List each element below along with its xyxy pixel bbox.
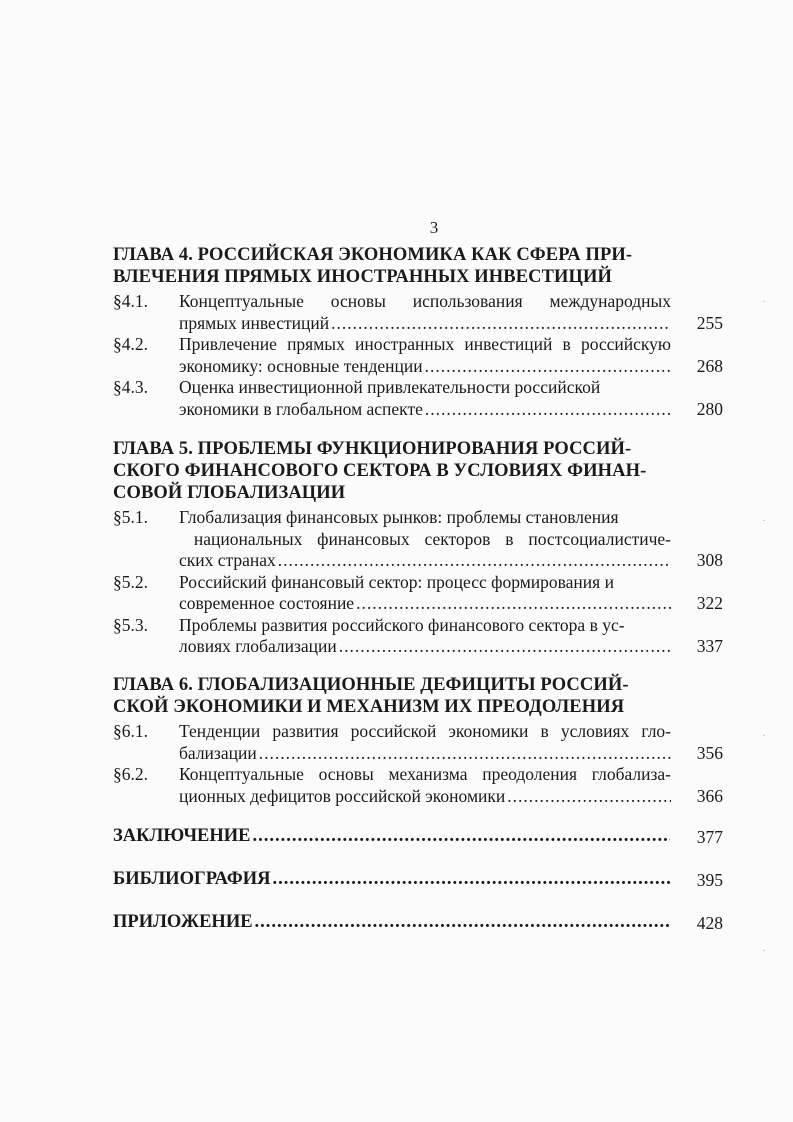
section-number: §6.1.: [113, 721, 148, 741]
section-title-line: экономику: основные тенденции: [179, 355, 423, 376]
section-number: §5.2.: [113, 571, 148, 592]
chapter-heading-line: ГЛАВА 5. ПРОБЛЕМЫ ФУНКЦИОНИРОВАНИЯ РОССИЙ-: [113, 439, 632, 459]
page-number: 3: [429, 218, 439, 237]
section-entry[interactable]: [113, 764, 723, 807]
back-matter-title: ЗАКЛЮЧЕНИЕ: [113, 826, 251, 846]
dot-leader: [259, 743, 671, 763]
section-title-line: бализации: [179, 742, 257, 763]
section-entry[interactable]: [113, 572, 723, 615]
section-title-line: Концептуальные основы механизма преодоления глобализа-: [179, 764, 671, 784]
scan-speck: ·: [762, 730, 766, 742]
chapter-heading-line: ВЛЕЧЕНИЯ ПРЯМЫХ ИНОСТРАННЫХ ИНВЕСТИЦИЙ: [113, 267, 613, 287]
section-entry[interactable]: [113, 615, 723, 658]
dot-leader: [356, 593, 671, 613]
back-matter-title: ПРИЛОЖЕНИЕ: [113, 912, 253, 932]
chapter-heading: [113, 674, 670, 718]
section-entry[interactable]: [113, 507, 723, 572]
section-page: 366: [696, 785, 723, 806]
section-entry[interactable]: [113, 291, 723, 334]
section-number: §5.1.: [113, 507, 148, 527]
section-entry[interactable]: [113, 334, 723, 377]
section-number: §5.3.: [113, 614, 148, 635]
section-number: §4.3.: [113, 377, 148, 397]
section-entry[interactable]: [113, 377, 723, 420]
chapter-heading: [113, 244, 670, 288]
section-title-line: экономики в глобальном аспекте: [179, 398, 423, 419]
scan-speck: ·: [762, 515, 766, 527]
section-page: 337: [696, 636, 723, 656]
chapter-heading-line: СОВОЙ ГЛОБАЛИЗАЦИИ: [113, 483, 346, 503]
section-title-line: Проблемы развития российского финансового сектора в ус-: [179, 614, 625, 635]
back-matter-page: 428: [696, 913, 723, 933]
section-title-line: современное состояние: [179, 593, 355, 613]
chapter-4: [113, 244, 723, 420]
section-title-line: ловиях глобализации: [179, 636, 337, 656]
dot-leader: [507, 786, 671, 806]
section-number: §4.2.: [113, 334, 148, 354]
chapter-6: [113, 674, 723, 807]
dot-leader: [255, 912, 670, 933]
section-title-line: ционных дефицитов российской экономики: [179, 785, 506, 806]
chapter-heading: [113, 438, 670, 504]
chapter-heading-line: СКОГО ФИНАНСОВОГО СЕКТОРА В УСЛОВИЯХ ФИНАН-: [113, 461, 647, 481]
section-title-line: Глобализация финансовых рынков: проблемы становления: [179, 507, 619, 527]
section-page: 268: [696, 355, 723, 376]
section-title-line: прямых инвестиций: [179, 312, 330, 333]
back-matter-entry[interactable]: [113, 826, 723, 850]
scan-speck: ·: [762, 296, 766, 308]
dot-leader: [425, 356, 671, 376]
dot-leader: [278, 550, 671, 570]
chapter-5: [113, 438, 723, 658]
dot-leader: [273, 869, 671, 890]
section-title-line: Российский финансовый сектор: процесс формирования и: [179, 571, 614, 592]
back-matter-page: 377: [696, 827, 723, 847]
section-title-line: Концептуальные основы использования международных: [179, 291, 671, 311]
section-title-line: ских странах: [179, 550, 276, 570]
chapter-heading-line: ГЛАВА 4. РОССИЙСКАЯ ЭКОНОМИКА КАК СФЕРА ПРИ-: [113, 245, 633, 265]
section-title-line: Привлечение прямых иностранных инвестиций в российскую: [179, 334, 671, 354]
back-matter-entry[interactable]: [113, 869, 723, 893]
section-entry[interactable]: [113, 721, 723, 764]
dot-leader: [425, 399, 671, 419]
chapter-heading-line: ГЛАВА 6. ГЛОБАЛИЗАЦИОННЫЕ ДЕФИЦИТЫ РОССИЙ-: [113, 675, 629, 695]
section-number: §4.1.: [113, 291, 148, 311]
chapter-heading-line: СКОЙ ЭКОНОМИКИ И МЕХАНИЗМ ИХ ПРЕОДОЛЕНИЯ: [113, 697, 625, 717]
back-matter-entry[interactable]: [113, 912, 723, 936]
section-title-line: Оценка инвестиционной привлекательности российской: [179, 377, 601, 397]
scan-speck: ·: [762, 945, 766, 957]
section-page: 322: [696, 593, 723, 613]
back-matter-page: 395: [696, 870, 723, 890]
dot-leader: [331, 313, 671, 333]
dot-leader: [253, 826, 671, 847]
section-title-line: национальных финансовых секторов в постсоциалистиче-: [179, 528, 671, 549]
back-matter-title: БИБЛИОГРАФИЯ: [113, 869, 271, 889]
section-page: 255: [696, 312, 723, 333]
dot-leader: [339, 636, 671, 656]
section-number: §6.2.: [113, 764, 148, 784]
section-page: 280: [696, 398, 723, 419]
section-page: 356: [696, 742, 723, 763]
section-title-line: Тенденции развития российской экономики в условиях гло-: [179, 721, 671, 741]
section-page: 308: [696, 550, 723, 570]
